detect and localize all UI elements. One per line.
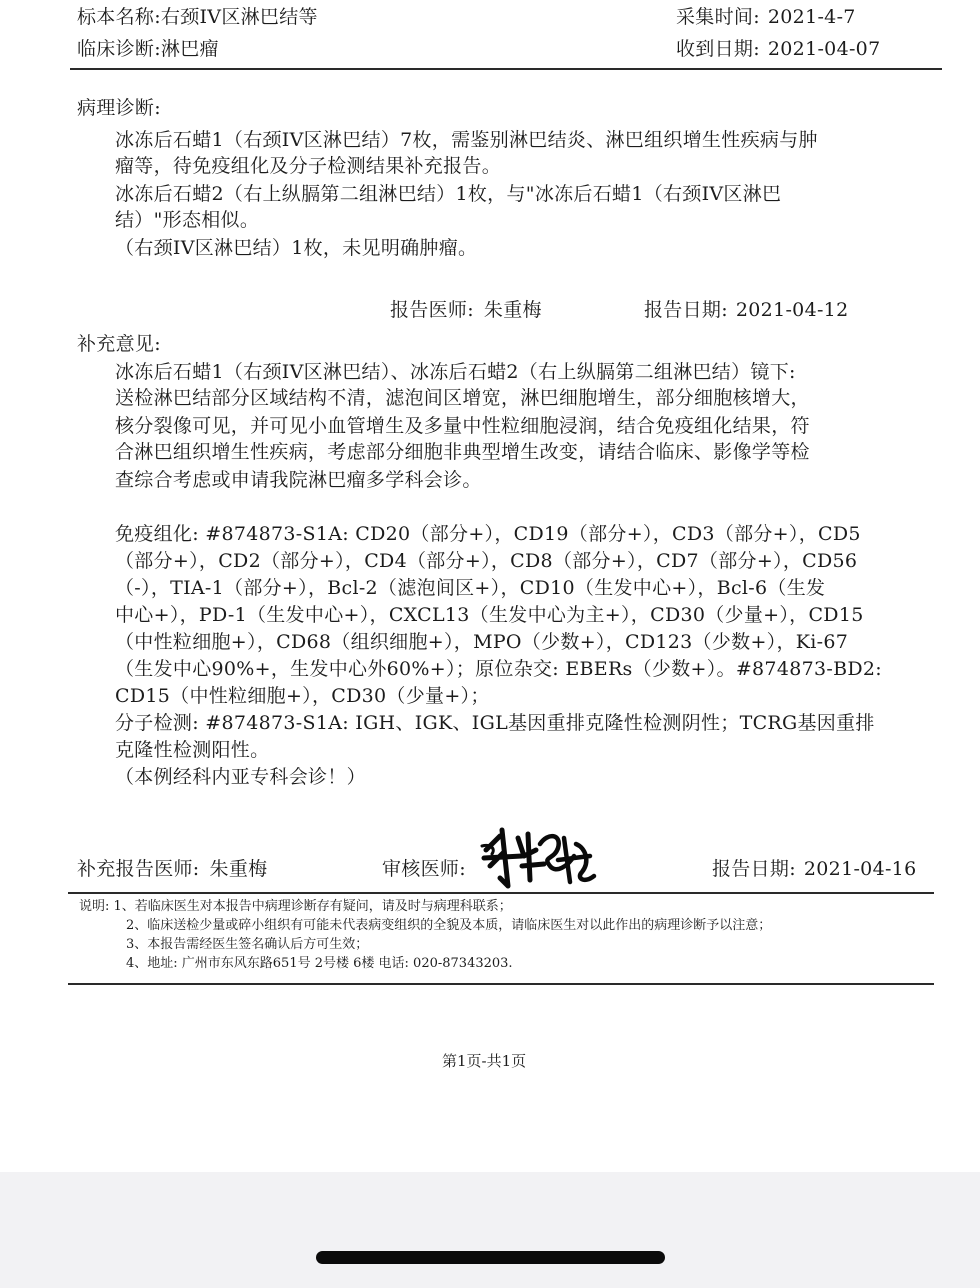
page-number: 第1页-共1页 (442, 1052, 527, 1070)
supplement-doctor-label: 补充报告医师: (77, 858, 200, 880)
pathology-date-row (644, 297, 848, 323)
supplement-line: 冰冻后石蜡1（右颈IV区淋巴结）、冰冻后石蜡2（右上纵膈第二组淋巴结）镜下: (115, 361, 796, 383)
specimen-row (77, 4, 318, 30)
supplement-date-row (712, 856, 916, 882)
header-divider (70, 68, 942, 70)
received-value: 2021-04-07 (767, 38, 881, 60)
ihc-line: 免疫组化: #874873-S1A: CD20（部分+），CD19（部分+），CD3（部分+），CD5 (115, 523, 861, 545)
molecular-line: 克隆性检测阳性。 (115, 739, 270, 761)
diagnosis-value: 淋巴瘤 (160, 38, 219, 60)
pathology-line: 结）"形态相似。 (115, 209, 260, 231)
ihc-line: CD15（中性粒细胞+），CD30（少量+）； (115, 685, 490, 707)
received-row (676, 36, 880, 62)
pathology-date-value: 2021-04-12 (735, 299, 849, 321)
pathology-doctor-row (390, 297, 542, 323)
pathology-date-label: 报告日期: (644, 299, 728, 321)
pathology-line: 冰冻后石蜡2（右上纵膈第二组淋巴结）1枚，与"冰冻后石蜡1（右颈IV区淋巴 (115, 183, 782, 205)
diagnosis-label: 临床诊断: (77, 38, 161, 60)
ihc-line: （部分+），CD2（部分+），CD4（部分+），CD8（部分+），CD7（部分+），CD56 (115, 550, 858, 572)
pathology-line: 冰冻后石蜡1（右颈IV区淋巴结）7枚，需鉴别淋巴结炎、淋巴组织增生性疾病与肿 (115, 129, 818, 151)
note-line: 4、地址: 广州市东风东路651号 2号楼 6楼 电话: 020-87343203. (126, 956, 513, 971)
supplement-heading: 补充意见: (77, 333, 161, 355)
consult-note: （本例经科内亚专科会诊！） (115, 766, 366, 788)
supplement-line: 核分裂像可见，并可见小血管增生及多量中性粒细胞浸润，结合免疫组化结果，符 (115, 415, 810, 437)
home-indicator[interactable] (316, 1251, 665, 1264)
note-line: 说明: 1、若临床医生对本报告中病理诊断存有疑问，请及时与病理科联系； (79, 899, 512, 914)
collect-label: 采集时间: (676, 6, 760, 28)
collect-row (676, 4, 856, 30)
supplement-date-label: 报告日期: (712, 858, 796, 880)
ihc-line: （-），TIA-1（部分+），Bcl-2（滤泡间区+），CD10（生发中心+），Bcl-6（生发 (115, 577, 826, 599)
molecular-line: 分子检测: #874873-S1A: IGH、IGK、IGL基因重排克隆性检测阴性；TCRG基因重排 (115, 712, 875, 734)
specimen-label: 标本名称: (77, 6, 161, 28)
pathology-heading: 病理诊断: (77, 97, 161, 119)
note-line: 2、临床送检少量或碎小组织有可能未代表病变组织的全貌及本质，请临床医生对以此作出的病理诊断予以注意； (126, 918, 772, 933)
supplement-doctor-name: 朱重梅 (209, 858, 268, 880)
ihc-line: （中性粒细胞+），CD68（组织细胞+），MPO（少数+），CD123（少数+），Ki-67 (115, 631, 849, 653)
supplement-line: 查综合考虑或申请我院淋巴瘤多学科会诊。 (115, 469, 482, 491)
supplement-line: 合淋巴组织增生性疾病，考虑部分细胞非典型增生改变，请结合临床、影像学等检 (115, 441, 810, 463)
pathology-line: 瘤等，待免疫组化及分子检测结果补充报告。 (115, 155, 502, 177)
reviewer-signature (478, 826, 608, 892)
specimen-value: 右颈IV区淋巴结等 (160, 6, 318, 28)
notes-divider (68, 983, 934, 985)
pathology-doctor-label: 报告医师: (390, 299, 474, 321)
bottom-bar (0, 1172, 980, 1288)
note-line: 3、本报告需经医生签名确认后方可生效； (126, 937, 369, 952)
pathology-line: （右颈IV区淋巴结）1枚，未见明确肿瘤。 (115, 237, 478, 259)
ihc-line: 中心+），PD-1（生发中心+），CXCL13（生发中心为主+），CD30（少量+），CD15 (115, 604, 864, 626)
supplement-date-value: 2021-04-16 (803, 858, 917, 880)
signature-divider (68, 892, 934, 894)
collect-value: 2021-4-7 (767, 6, 856, 28)
diagnosis-row (77, 36, 219, 62)
supplement-doctor-row (77, 856, 267, 882)
supplement-line: 送检淋巴结部分区域结构不清，滤泡间区增宽，淋巴细胞增生，部分细胞核增大， (115, 387, 810, 409)
pathology-doctor-name: 朱重梅 (483, 299, 542, 321)
ihc-line: （生发中心90%+，生发中心外60%+）；原位杂交: EBERs（少数+）。#874873-BD2: (115, 658, 882, 680)
reviewer-label: 审核医师: (382, 858, 466, 880)
received-label: 收到日期: (676, 38, 760, 60)
